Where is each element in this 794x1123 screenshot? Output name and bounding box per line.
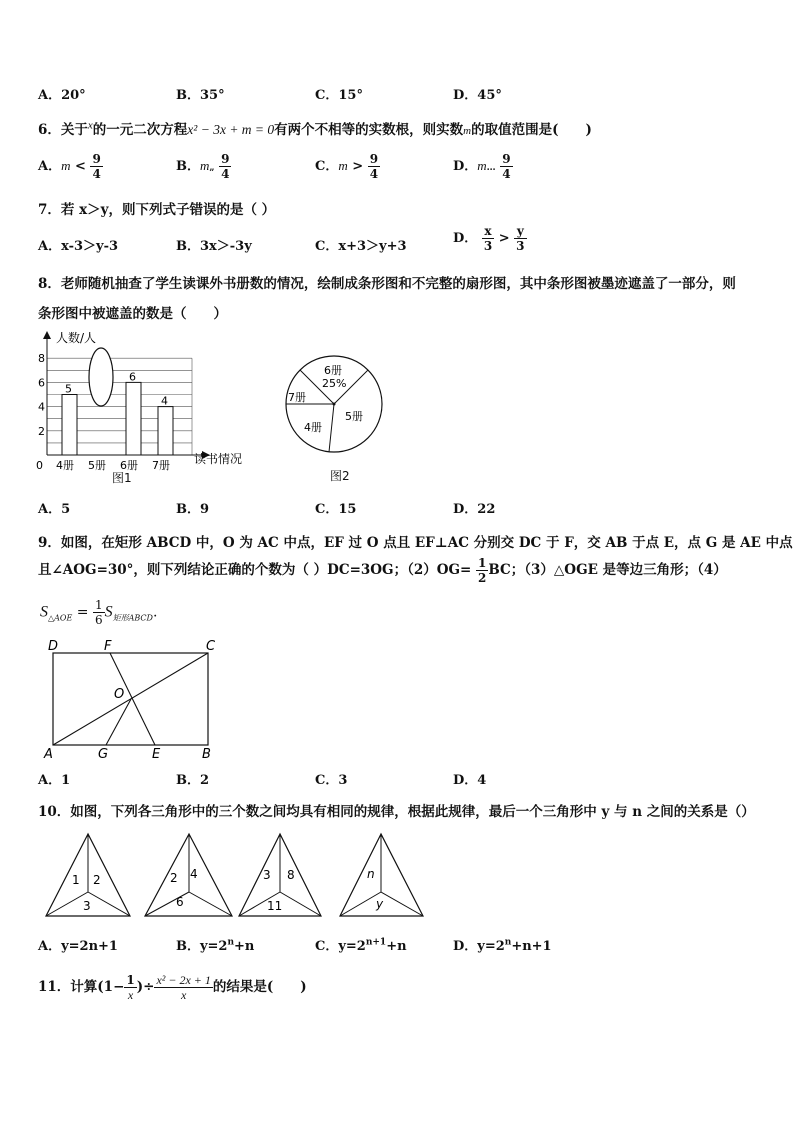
triangle-2 — [145, 834, 232, 916]
triangle-1-left: 1 — [72, 873, 80, 887]
bar-4册 — [62, 395, 77, 456]
ink-blot — [89, 348, 113, 406]
y-axis-label: 人数/人 — [56, 331, 97, 345]
q8-option-d: D．22 — [453, 502, 496, 517]
pie-center — [333, 403, 336, 406]
q8-option-b: B．9 — [176, 502, 210, 517]
figure2-caption: 图2 — [330, 469, 350, 483]
y-tick-label: 6 — [38, 376, 45, 390]
q9-option-c: C．3 — [315, 773, 348, 788]
triangle-pattern-figure — [42, 830, 442, 922]
triangle-1-bottom: 3 — [83, 899, 91, 913]
triangle-1-right: 2 — [93, 873, 101, 887]
x-category-label: 6册 — [120, 459, 138, 472]
pie-label-7: 7册 — [288, 391, 306, 404]
label-g: G — [98, 747, 109, 762]
q8-stem-line1: 8．老师随机抽查了学生读课外书册数的情况，绘制成条形图和不完整的扇形图，其中条形图被墨迹遮盖了一部分，则 — [38, 276, 736, 292]
q6-stem: 6．关于$^x$的一元二次方程x² − 3x + m = 0有两个不相等的实数根，则实数m的取值范围是( ) — [38, 119, 592, 138]
q9-option-b: B．2 — [176, 773, 210, 788]
q7-option-c: C．x+3＞y+3 — [315, 239, 407, 254]
label-d: D — [48, 639, 59, 654]
triangle-3-right: 8 — [287, 868, 295, 882]
triangle-3 — [239, 834, 321, 916]
triangle-4 — [340, 834, 423, 916]
q5-option-b: B．35° — [176, 88, 225, 103]
rectangle-figure — [40, 636, 230, 764]
triangle-1 — [46, 834, 130, 916]
triangle-4-bottom: y — [376, 897, 384, 911]
bar-7册 — [158, 407, 173, 455]
x-category-label: 7册 — [152, 459, 170, 472]
bar-chart-figure1 — [30, 330, 270, 490]
triangle-2-right: 4 — [190, 867, 198, 881]
x-category-label: 5册 — [88, 459, 106, 472]
label-f: F — [104, 639, 112, 654]
pie-label-5: 5册 — [345, 410, 363, 423]
q6-option-a: A．m < $\frac{9}{4}$ — [38, 152, 101, 181]
q10-option-c: C．$y=2^{n+1}+n$ — [315, 937, 407, 954]
y-tick-label: 2 — [38, 424, 45, 438]
q5-option-d: D．45° — [453, 88, 502, 103]
q7-option-d: D． $\frac{x}{3}$ > $\frac{y}{3}$ — [453, 224, 525, 253]
triangle-3-bottom: 11 — [267, 899, 283, 913]
q5-option-a: A．20° — [38, 88, 86, 103]
q7-option-a: A．x-3＞y-3 — [38, 239, 119, 254]
y-tick-label: 0 — [36, 459, 43, 472]
q9-option-d: D．4 — [453, 773, 487, 788]
q6-option-c: C．m > $\frac{9}{4}$ — [315, 152, 379, 181]
q9-option-a: A．1 — [38, 773, 71, 788]
label-c: C — [206, 639, 216, 654]
x-axis-label: 读书情况 — [194, 452, 243, 466]
triangle-3-left: 3 — [263, 868, 271, 882]
triangle-2-left: 2 — [170, 871, 178, 885]
bar-6册 — [126, 382, 141, 455]
label-b: B — [202, 747, 211, 762]
pie-label-6-percent: 25% — [322, 377, 347, 390]
q5-option-c: C．15° — [315, 88, 363, 103]
bar-data-label: 6 — [129, 370, 136, 384]
q8-option-c: C．15 — [315, 502, 357, 517]
y-tick-label: 4 — [38, 400, 45, 414]
label-o: O — [114, 687, 125, 702]
label-a: A — [44, 747, 53, 762]
y-tick-label: 8 — [38, 352, 45, 366]
pie-label-4: 4册 — [304, 421, 322, 434]
bar-data-label: 5 — [65, 382, 72, 396]
bar-data-label: 4 — [161, 394, 168, 408]
triangle-4-left: n — [367, 867, 375, 881]
x-category-label: 4册 — [56, 459, 74, 472]
q7-option-b: B．3x＞-3y — [176, 239, 252, 254]
q9-stem-line2: 且∠AOG=30°，则下列结论正确的个数为（ ）DC=3OG；（2）OG= $\frac{1}{2}$ BC；（3）△OGE 是等边三角形；（4） — [38, 556, 727, 585]
q10-option-d: D．$y=2^n+n+1$ — [453, 937, 552, 954]
q8-option-a: A．5 — [38, 502, 71, 517]
q9-stem-line3: $S_{\triangle AOE}$ = $\frac{1}{6}$ $S_{矩形ABCD}$. — [40, 598, 158, 627]
q10-stem: 10．如图，下列各三角形中的三个数之间均具有相同的规律，根据此规律，最后一个三角形中 y 与 n 之间的关系是（） — [38, 804, 755, 820]
q8-stem-line2: 条形图中被遮盖的数是（ ） — [38, 306, 227, 322]
triangle-2-bottom: 6 — [176, 895, 184, 909]
q10-option-b: B．$y=2^n+n$ — [176, 937, 255, 954]
q11-stem: 11．计算(1− $\frac{1}{x}$ )÷ $\frac{\text{x² − 2x + 1}}{x}$ 的结果是( ) — [38, 973, 307, 1002]
pie-label-6: 6册 — [324, 364, 342, 377]
label-e: E — [152, 747, 161, 762]
figure1-caption: 图1 — [112, 471, 132, 485]
q6-option-b: B．m„ $\frac{9}{4}$ — [176, 152, 230, 181]
q7-stem: 7．若 x＞y，则下列式子错误的是（ ） — [38, 202, 276, 218]
q6-option-d: D．m… $\frac{9}{4}$ — [453, 152, 511, 181]
y-axis-arrow — [43, 331, 51, 339]
pie-chart-figure2 — [282, 352, 392, 462]
q9-stem-line1: 9．如图，在矩形 ABCD 中，O 为 AC 中点，EF 过 O 点且 EF⊥AC 分别交 DC 于 F，交 AB 于点 E，点 G 是 AE 中点 — [38, 535, 793, 551]
q10-option-a: A．y=2n+1 — [38, 939, 118, 954]
